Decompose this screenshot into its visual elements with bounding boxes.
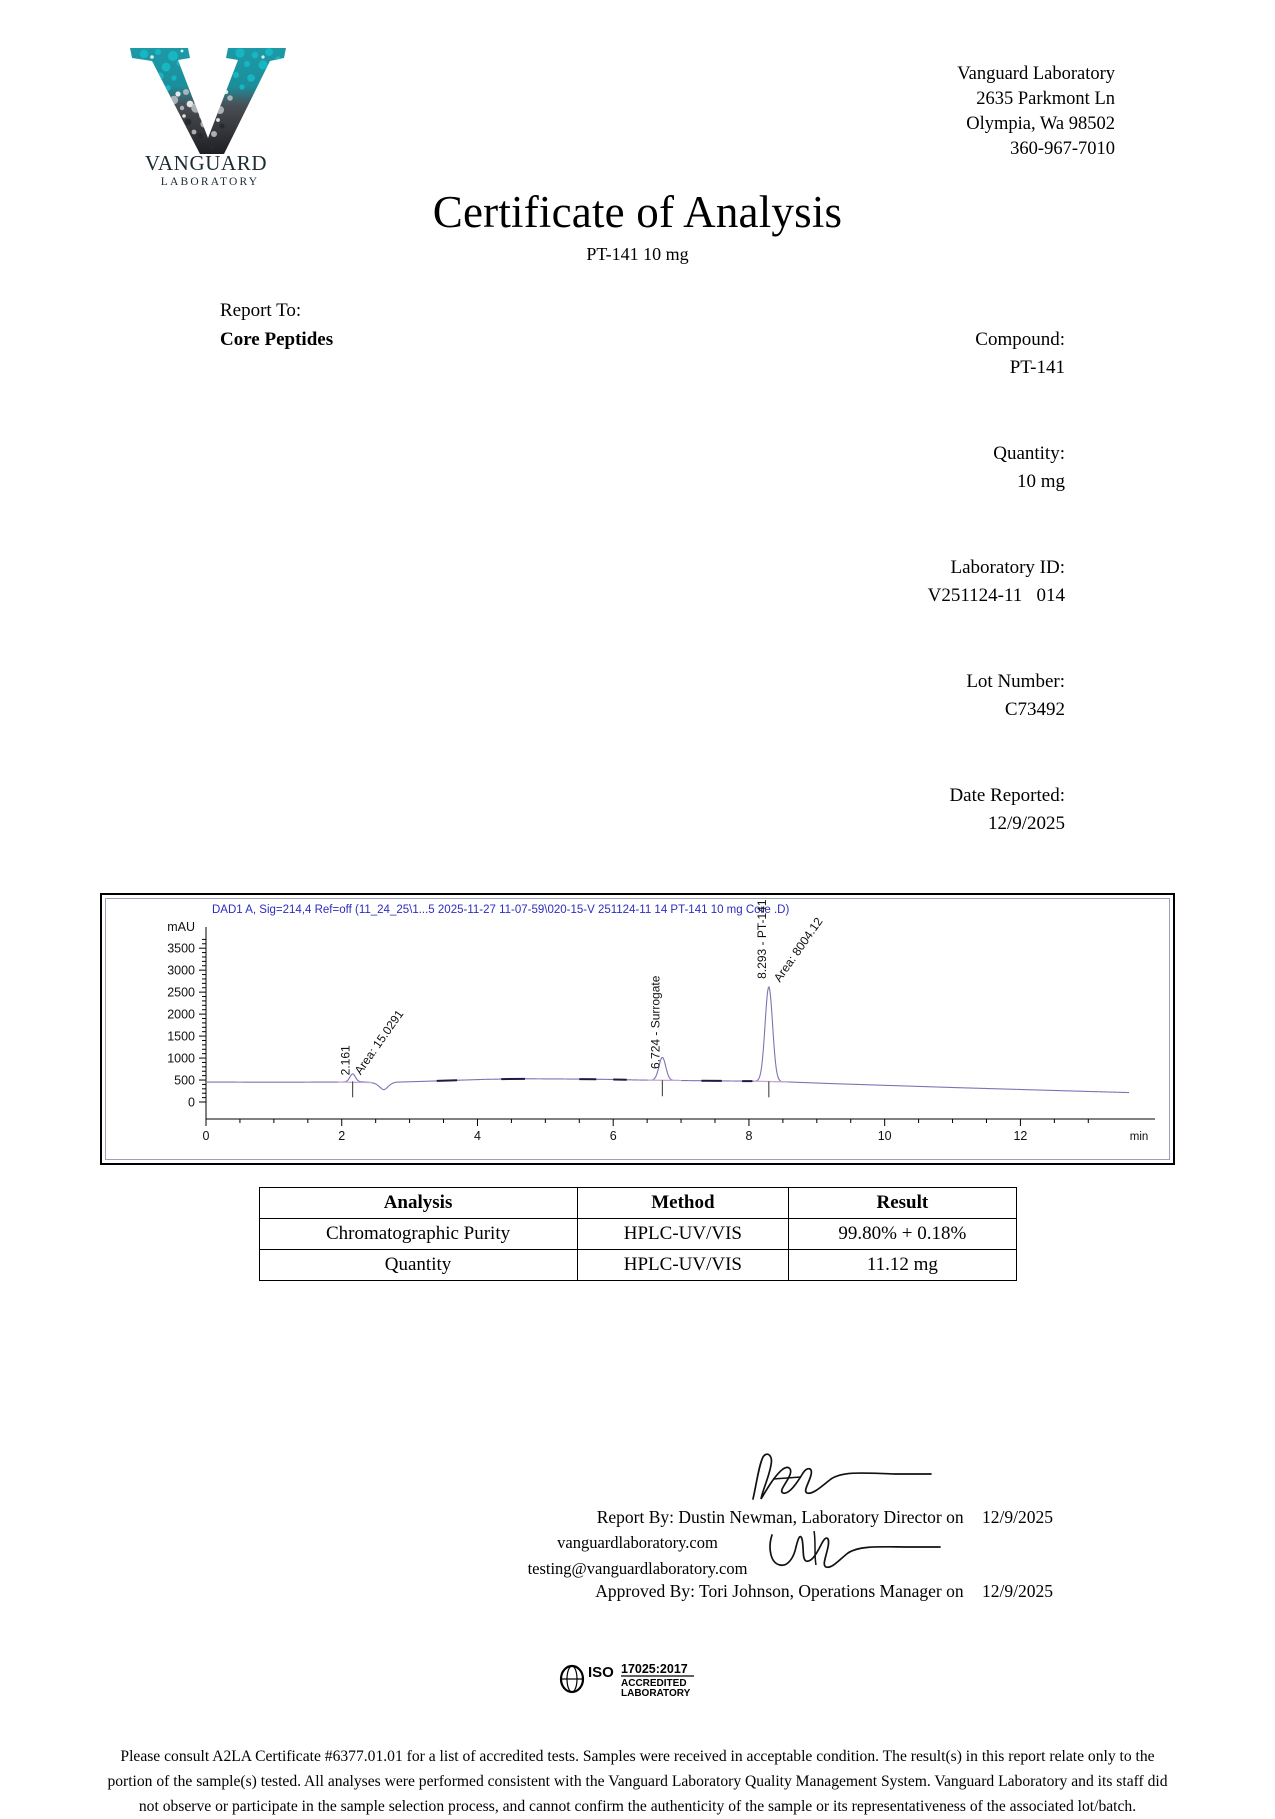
signature-dustin-newman <box>745 1449 945 1507</box>
iso-mark-text: ISO <box>588 1664 614 1681</box>
svg-text:6.724 - Surrogate: 6.724 - Surrogate <box>648 975 662 1069</box>
iso-standard-text: 17025:2017 <box>621 1662 688 1676</box>
detail-lot-number <box>640 639 1065 753</box>
report-to-block <box>220 297 640 867</box>
lab-id-label: Laboratory ID: <box>951 557 1065 578</box>
company-logo <box>118 42 298 187</box>
date-label: Date Reported: <box>949 785 1065 806</box>
cell-result: 99.80% + 0.18% <box>789 1219 1016 1250</box>
report-to-customer: Core Peptides <box>220 326 640 355</box>
quantity-label: Quantity: <box>993 443 1065 464</box>
cell-analysis: Chromatographic Purity <box>259 1219 577 1250</box>
svg-text:6: 6 <box>610 1129 617 1143</box>
page-footer <box>0 1530 1275 1582</box>
svg-text:8: 8 <box>745 1129 752 1143</box>
chromatogram-signal-title: DAD1 A, Sig=214,4 Ref=off (11_24_25\1...5 2025-11-27 11-07-59\020-15-V 251124-11 14 PT-141 10 mg Core .D) <box>212 904 789 916</box>
detail-lab-id <box>640 525 1065 639</box>
table-row <box>259 1219 1016 1250</box>
lab-address-line1: 2635 Parkmont Ln <box>957 87 1115 112</box>
date-value: 12/9/2025 <box>988 813 1065 834</box>
cell-method: HPLC-UV/VIS <box>577 1219 789 1250</box>
lab-address-block <box>957 62 1115 162</box>
page-subtitle: PT-141 10 mg <box>0 244 1275 265</box>
report-info <box>0 297 1275 867</box>
svg-text:2: 2 <box>338 1129 345 1143</box>
chromatogram-plot <box>105 898 1170 1160</box>
col-result: Result <box>789 1188 1016 1219</box>
lab-name: Vanguard Laboratory <box>957 62 1115 87</box>
report-by-text <box>0 1451 1275 1528</box>
svg-text:12: 12 <box>1013 1129 1027 1143</box>
page-header <box>0 0 1275 180</box>
iso-accredited-text: ACCREDITED <box>621 1678 687 1689</box>
compound-value: PT-141 <box>1010 357 1065 378</box>
svg-text:1500: 1500 <box>167 1030 195 1044</box>
footer-email: testing@vanguardlaboratory.com <box>0 1556 1275 1582</box>
logo-word-laboratory: LABORATORY <box>161 176 259 188</box>
cell-analysis: Quantity <box>259 1250 577 1281</box>
lab-id-value: V251124-11 014 <box>928 585 1065 606</box>
compound-label: Compound: <box>975 329 1065 350</box>
lot-label: Lot Number: <box>966 671 1065 692</box>
svg-text:0: 0 <box>188 1096 195 1110</box>
lab-address-line2: Olympia, Wa 98502 <box>957 112 1115 137</box>
approved-by-label: Approved By: Tori Johnson, Operations Manager on <box>595 1581 963 1601</box>
detail-quantity <box>640 411 1065 525</box>
svg-text:Area: 8004.12: Area: 8004.12 <box>771 915 826 985</box>
svg-text:min: min <box>1130 1131 1149 1143</box>
svg-text:4: 4 <box>474 1129 481 1143</box>
svg-text:3500: 3500 <box>167 942 195 956</box>
lot-value: C73492 <box>1005 699 1065 720</box>
col-analysis: Analysis <box>259 1188 577 1219</box>
chromatogram-panel <box>100 893 1175 1165</box>
results-header-row <box>259 1188 1016 1219</box>
report-to-label: Report To: <box>220 297 640 326</box>
svg-text:0: 0 <box>203 1129 210 1143</box>
footer-website: vanguardlaboratory.com <box>0 1530 1275 1556</box>
svg-text:Area: 15.0291: Area: 15.0291 <box>352 1007 407 1077</box>
quantity-value: 10 mg <box>1017 471 1065 492</box>
svg-text:8.293 - PT-141: 8.293 - PT-141 <box>755 899 769 979</box>
svg-text:1000: 1000 <box>167 1052 195 1066</box>
cell-method: HPLC-UV/VIS <box>577 1250 789 1281</box>
chromatogram-svg <box>106 899 1169 1161</box>
detail-date-reported <box>640 753 1065 867</box>
report-by-date: 12/9/2025 <box>982 1507 1053 1528</box>
svg-text:3000: 3000 <box>167 964 195 978</box>
iso-badge <box>558 1659 718 1704</box>
lab-phone: 360-967-7010 <box>957 137 1115 162</box>
col-method: Method <box>577 1188 789 1219</box>
vanguard-v-icon <box>118 42 298 157</box>
title-section <box>0 186 1275 265</box>
svg-text:2500: 2500 <box>167 986 195 1000</box>
cell-result: 11.12 mg <box>789 1250 1016 1281</box>
svg-text:500: 500 <box>174 1074 195 1088</box>
disclaimer-text: Please consult A2LA Certificate #6377.01.01 for a list of accredited tests. Samples were received in acceptable condition. The result(s) in this report relate only to the portion of the sample(s) tested. All analyses were performed consistent with the Vanguard Laboratory Quality Management System. Vanguard Laboratory and its staff did not observe or participate in the sample selection process, and cannot confirm the authenticity of the sample or its representativeness of the associated lot/batch. <box>100 1744 1175 1819</box>
iso-laboratory-text: LABORATORY <box>621 1688 691 1699</box>
results-table <box>259 1187 1017 1281</box>
report-by-label: Report By: Dustin Newman, Laboratory Director on <box>597 1507 964 1527</box>
svg-text:2000: 2000 <box>167 1008 195 1022</box>
iso-logo-icon <box>558 1659 718 1699</box>
svg-text:2.161: 2.161 <box>339 1045 353 1075</box>
svg-text:10: 10 <box>878 1129 892 1143</box>
report-by-line <box>0 1451 1275 1531</box>
logo-wordmark <box>118 150 298 192</box>
iso-accreditation <box>0 1659 1275 1704</box>
svg-text:mAU: mAU <box>167 920 195 934</box>
page-title: Certificate of Analysis <box>0 186 1275 238</box>
logo-word-vanguard: VANGUARD <box>145 151 267 175</box>
sample-details-block <box>640 297 1065 867</box>
detail-compound <box>640 297 1065 411</box>
approved-by-date: 12/9/2025 <box>982 1581 1053 1602</box>
table-row <box>259 1250 1016 1281</box>
